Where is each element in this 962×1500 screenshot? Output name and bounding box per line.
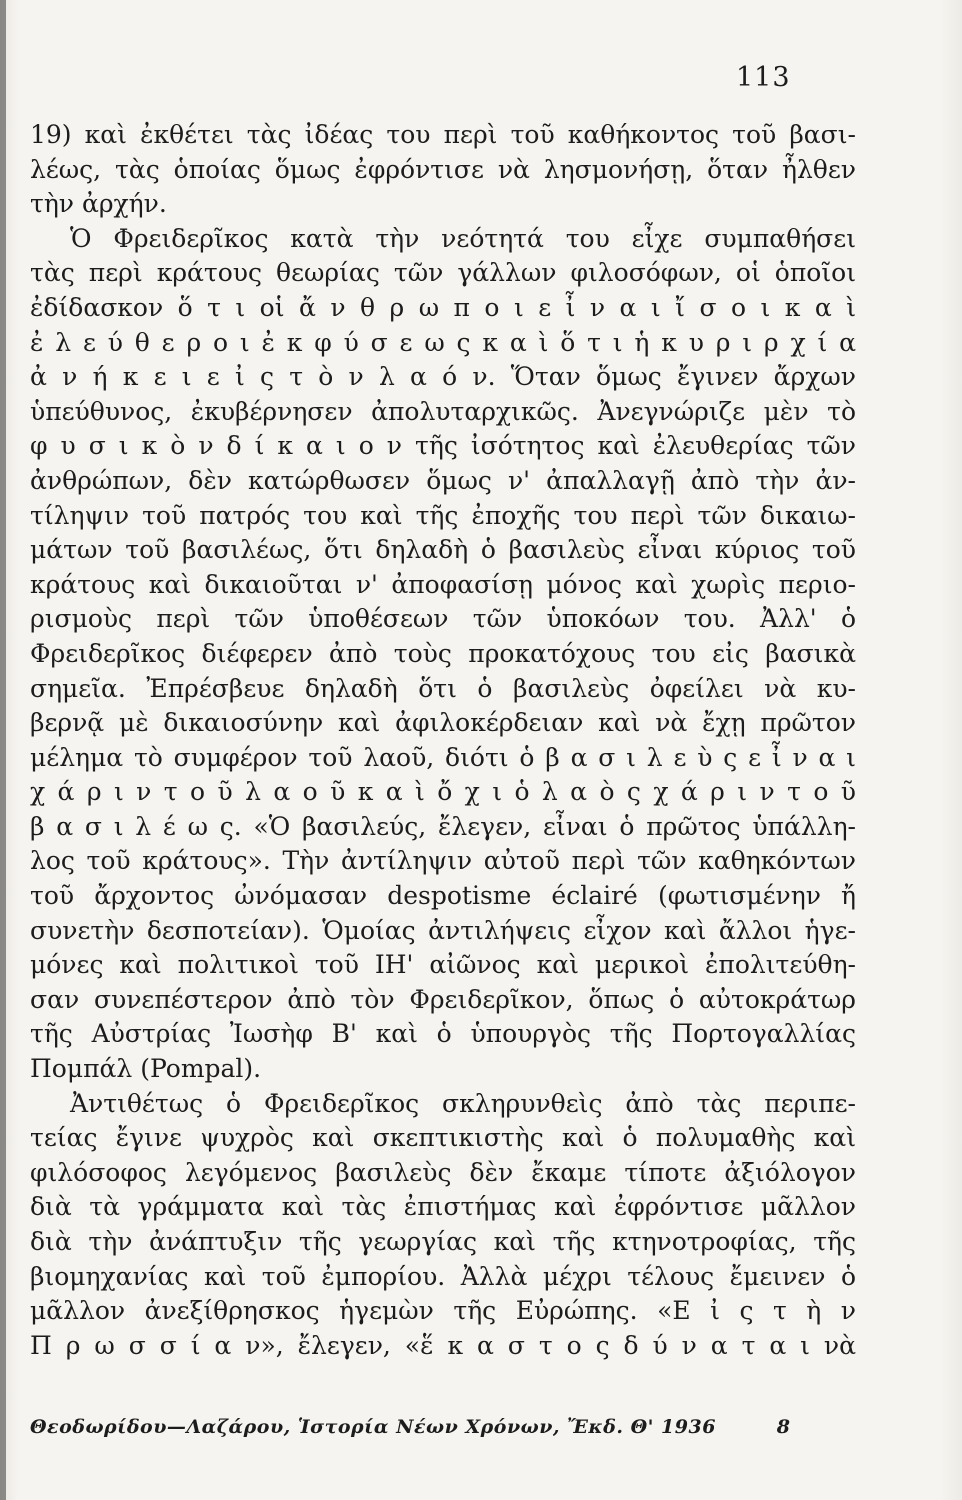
text-line: λέως, τὰς ὁποίας ὅμως ἐφρόντισε νὰ λησμονήσῃ, ὅταν ἦλθεν bbox=[30, 154, 856, 184]
text-line: φ υ σ ι κ ὸ ν δ ί κ α ι ο ν τῆς ἰσότητος καὶ ἐλευθερίας τῶν bbox=[30, 431, 856, 461]
page-footer bbox=[30, 1416, 790, 1438]
footer-signature: Θεοδωρίδου—Λαζάρου, Ἱστορία Νέων Χρόνων, Ἔκδ. Θ' 1936 bbox=[30, 1416, 716, 1438]
text-line: ρισμοὺς περὶ τῶν ὑποθέσεων τῶν ὑποκόων του. Ἀλλ' ὁ bbox=[30, 604, 856, 634]
text-line: λος τοῦ κράτους». Τὴν ἀντίληψιν αὐτοῦ περὶ τῶν καθηκόντων bbox=[30, 846, 856, 876]
text-line: τὴν ἀρχήν. bbox=[30, 189, 167, 219]
text-line: τείας ἔγινε ψυχρὸς καὶ σκεπτικιστὴς καὶ ὁ πολυμαθὴς καὶ bbox=[30, 1123, 856, 1153]
footer-sheet-number: 8 bbox=[776, 1416, 790, 1438]
paragraph-start-line: Ἀντιθέτως ὁ Φρειδερῖκος σκληρυνθεὶς ἀπὸ τὰς περιπε- bbox=[70, 1088, 856, 1118]
text-line: κράτους καὶ δικαιοῦται ν' ἀποφασίσῃ μόνος καὶ χωρὶς περιο- bbox=[30, 569, 856, 599]
text-line: Φρειδερῖκος διέφερεν ἀπὸ τοὺς προκατόχους του εἰς βασικὰ bbox=[30, 638, 856, 668]
text-line: μόνες καὶ πολιτικοὶ τοῦ ΙΗ' αἰῶνος καὶ μερικοὶ ἐπολιτεύθη- bbox=[30, 950, 856, 980]
text-line: ἀνθρώπων, δὲν κατώρθωσεν ὅμως ν' ἀπαλλαγῇ ἀπὸ τὴν ἀν- bbox=[30, 465, 856, 495]
text-line: συνετὴν δεσποτείαν). Ὁμοίας ἀντιλήψεις εἶχον καὶ ἄλλοι ἡγε- bbox=[30, 915, 856, 945]
page-edge-shadow bbox=[0, 0, 6, 1500]
text-line: Πομπάλ (Pompal). bbox=[30, 1054, 262, 1084]
text-line: σημεῖα. Ἐπρέσβευε δηλαδὴ ὅτι ὁ βασιλεὺς ὀφείλει νὰ κυ- bbox=[30, 673, 856, 703]
text-line: μᾶλλον ἀνεξίθρησκος ἡγεμὼν τῆς Εὐρώπης. «Ε ἰ ς τ ὴ ν bbox=[30, 1296, 856, 1326]
text-line: σαν συνεπέστερον ἀπὸ τὸν Φρειδερῖκον, ὅπως ὁ αὐτοκράτωρ bbox=[30, 984, 856, 1014]
text-line: μέλημα τὸ συμφέρον τοῦ λαοῦ, διότι ὁ β α σ ι λ ε ὺ ς ε ἶ ν α ι bbox=[30, 742, 856, 772]
text-line: φιλόσοφος λεγόμενος βασιλεὺς δὲν ἔκαμε τίποτε ἀξιόλογον bbox=[30, 1157, 856, 1187]
text-line: βιομηχανίας καὶ τοῦ ἐμπορίου. Ἀλλὰ μέχρι τέλους ἔμεινεν ὁ bbox=[30, 1261, 856, 1291]
text-line: ὑπεύθυνος, ἐκυβέρνησεν ἀπολυταρχικῶς. Ἀνεγνώριζε μὲν τὸ bbox=[30, 396, 856, 426]
text-line: τίληψιν τοῦ πατρός του καὶ τῆς ἐποχῆς του περὶ τῶν δικαιω- bbox=[30, 500, 856, 530]
text-line: τῆς Αὐστρίας Ἰωσὴφ Β' καὶ ὁ ὑπουργὸς τῆς Πορτογαλλίας bbox=[30, 1019, 856, 1049]
text-line: τοῦ ἄρχοντος ὠνόμασαν despotisme éclairé (φωτισμένην ἤ bbox=[30, 881, 856, 911]
text-line: 19) καὶ ἐκθέτει τὰς ἰδέας του περὶ τοῦ καθήκοντος τοῦ βασι- bbox=[30, 120, 856, 149]
text-line: ἀ ν ή κ ε ι ε ἰ ς τ ὸ ν λ α ό ν. Ὅταν ὅμως ἔγινεν ἄρχων bbox=[30, 362, 856, 392]
text-line: ἐ λ ε ύ θ ε ρ ο ι ἐ κ φ ύ σ ε ω ς κ α ὶ ὅ τ ι ἡ κ υ ρ ι ρ χ ί α bbox=[30, 327, 856, 357]
text-line: βερνᾷ μὲ δικαιοσύνην καὶ ἀφιλοκέρδειαν καὶ νὰ ἔχῃ πρῶτον bbox=[30, 708, 856, 738]
text-line: ἐδίδασκον ὅ τ ι οἱ ἄ ν θ ρ ω π ο ι ε ἶ ν α ι ἴ σ ο ι κ α ὶ bbox=[30, 292, 856, 322]
page-number: 113 bbox=[736, 62, 791, 93]
text-line: τὰς περὶ κράτους θεωρίας τῶν γάλλων φιλοσόφων, οἱ ὁποῖοι bbox=[30, 258, 856, 288]
text-line: Π ρ ω σ σ ί α ν», ἔλεγεν, «ἕ κ α σ τ ο ς δ ύ ν α τ α ι νὰ bbox=[30, 1330, 856, 1360]
text-line: χ ά ρ ι ν τ ο ῦ λ α ο ῦ κ α ὶ ὄ χ ι ὁ λ α ὸ ς χ ά ρ ι ν τ ο ῦ bbox=[30, 777, 856, 807]
text-line: διὰ τὰ γράμματα καὶ τὰς ἐπιστήμας καὶ ἐφρόντισε μᾶλλον bbox=[30, 1192, 856, 1222]
body-text bbox=[30, 118, 856, 1363]
text-line: β α σ ι λ έ ω ς. «Ὁ βασιλεύς, ἔλεγεν, εἶναι ὁ πρῶτος ὑπάλλη- bbox=[30, 811, 856, 841]
text-line: μάτων τοῦ βασιλέως, ὅτι δηλαδὴ ὁ βασιλεὺς εἶναι κύριος τοῦ bbox=[30, 535, 856, 565]
paragraph-start-line: Ὁ Φρειδερῖκος κατὰ τὴν νεότητά του εἶχε συμπαθήσει bbox=[70, 223, 856, 253]
text-line: διὰ τὴν ἀνάπτυξιν τῆς γεωργίας καὶ τῆς κτηνοτροφίας, τῆς bbox=[30, 1227, 856, 1256]
